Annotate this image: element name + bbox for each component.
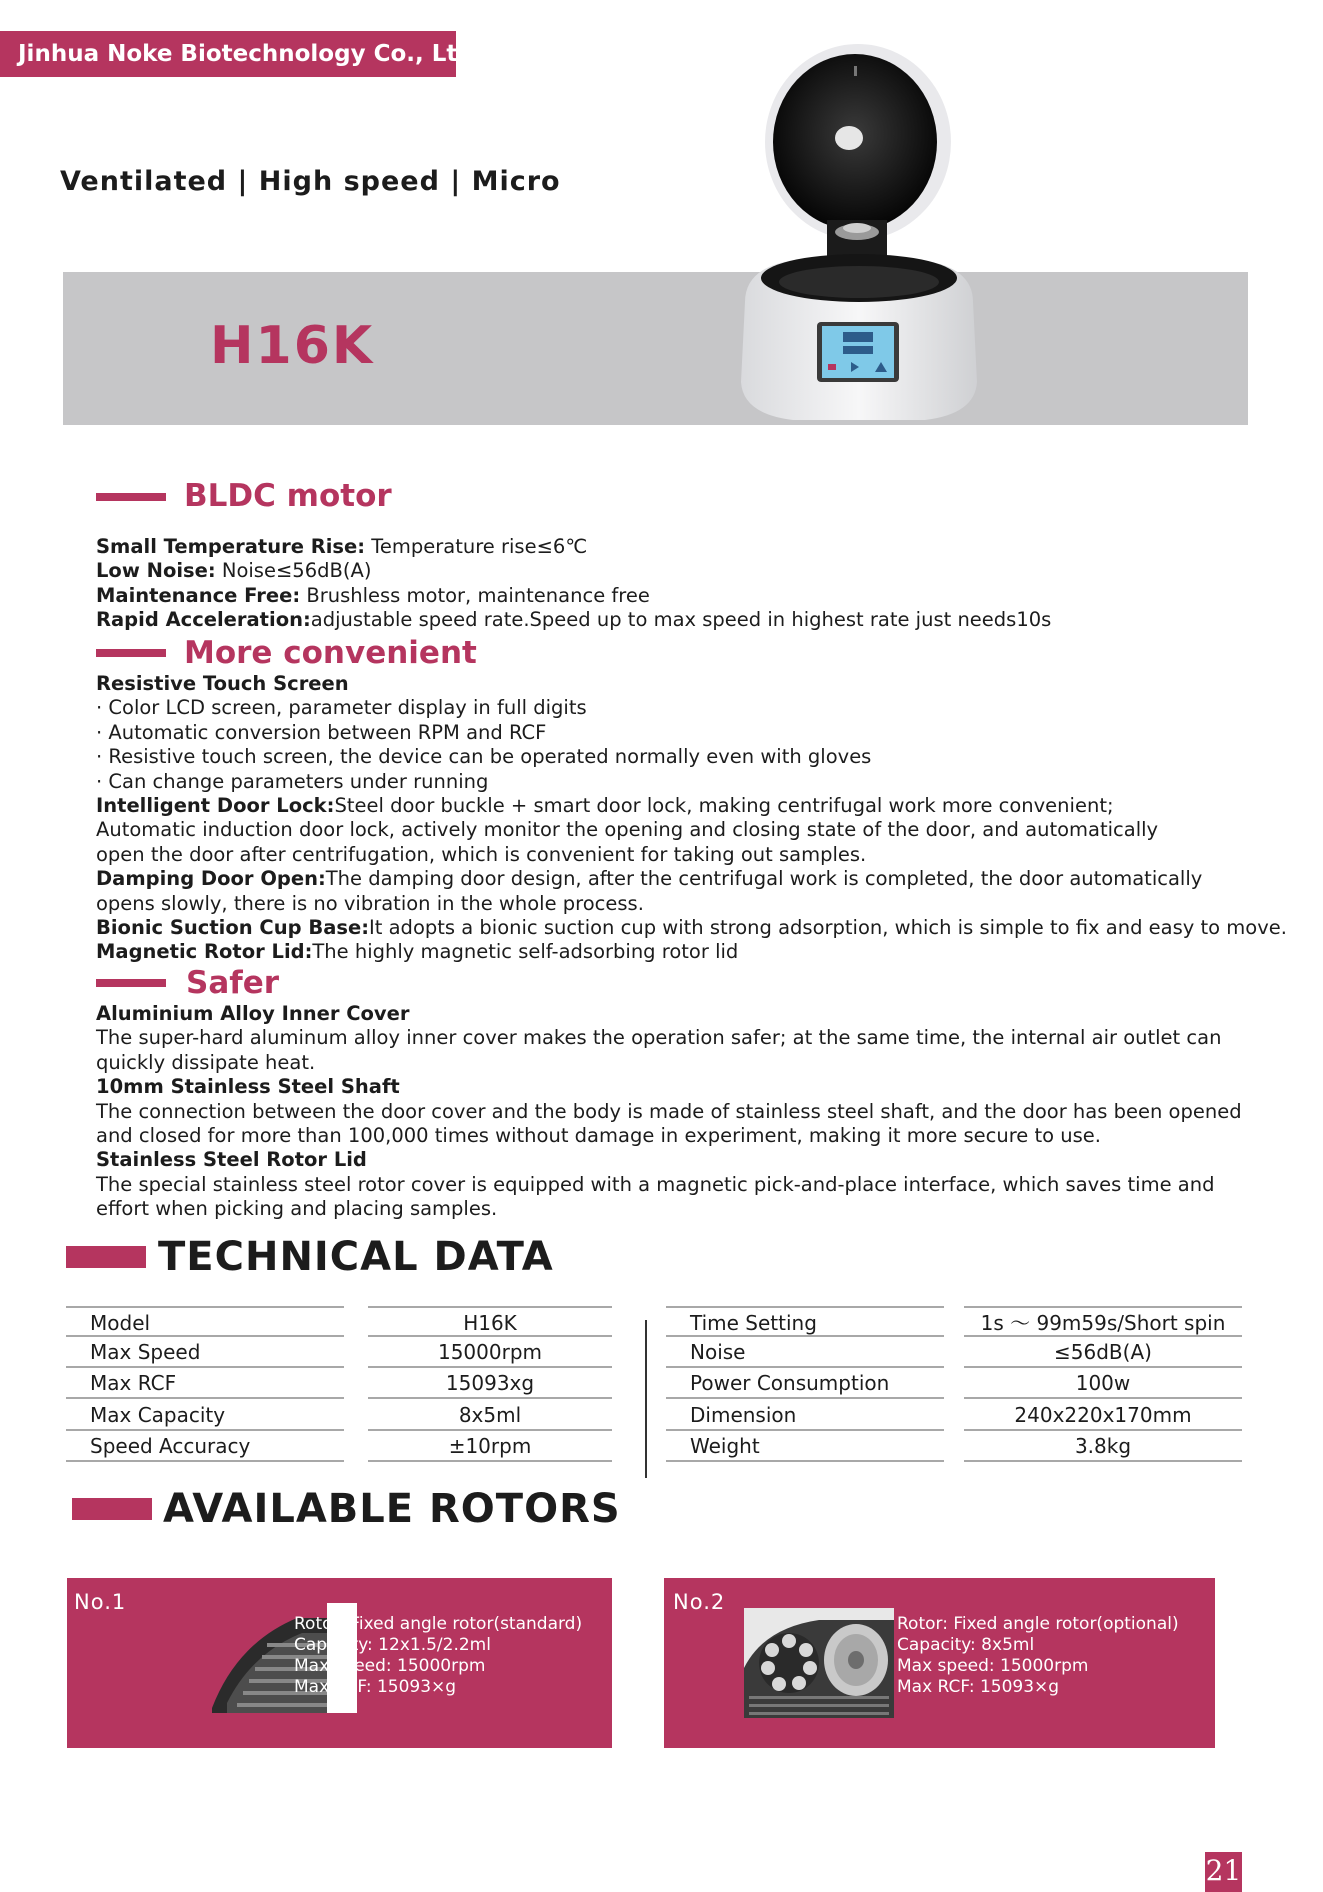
section-title-safer: Safer bbox=[186, 965, 280, 1001]
spec-label: Model bbox=[66, 1306, 344, 1337]
available-rotors-title: AVAILABLE ROTORS bbox=[163, 1486, 621, 1532]
spec-value: ≤56dB(A) bbox=[964, 1337, 1242, 1368]
spec-value: ±10rpm bbox=[368, 1431, 612, 1462]
bullet-item: · Color LCD screen, parameter display in full digits bbox=[96, 696, 587, 720]
spec-value: 100w bbox=[964, 1368, 1242, 1399]
rotor-capacity: Capacity: 12x1.5/2.2ml bbox=[294, 1635, 491, 1655]
bullet-item: · Resistive touch screen, the device can be operated normally even with gloves bbox=[96, 745, 872, 769]
spec-value: 15093xg bbox=[368, 1368, 612, 1399]
rotor-type: Rotor: Fixed angle rotor(optional) bbox=[897, 1614, 1179, 1634]
rotor-specs bbox=[897, 1614, 1179, 1698]
spec-label: Power Consumption bbox=[666, 1368, 944, 1399]
spec-value: 8x5ml bbox=[368, 1400, 612, 1431]
bldc-feature-list bbox=[96, 535, 1296, 633]
spec-value: 15000rpm bbox=[368, 1337, 612, 1368]
spec-label: Max Capacity bbox=[66, 1400, 344, 1431]
spec-label: Max Speed bbox=[66, 1337, 344, 1368]
feature-noise: Low Noise: Noise≤56dB(A) bbox=[96, 559, 372, 583]
section-title-convenient: More convenient bbox=[184, 635, 477, 671]
section-title-bldc: BLDC motor bbox=[184, 478, 392, 514]
spec-label: Time Setting bbox=[666, 1306, 944, 1337]
feature-temperature: Small Temperature Rise: Temperature rise≤6℃ bbox=[96, 535, 588, 558]
spec-label: Noise bbox=[666, 1337, 944, 1368]
safer-heading: 10mm Stainless Steel Shaft bbox=[96, 1075, 400, 1099]
feature-door-lock: Intelligent Door Lock:Steel door buckle + smart door lock, making centrifugal work more convenient; bbox=[96, 794, 1114, 818]
spec-label: Speed Accuracy bbox=[66, 1431, 344, 1462]
safer-feature-list: Aluminium Alloy Inner Cover The super-hard aluminum alloy inner cover makes the operation safer; at the same time, the internal air outlet can quickly dissipate heat. 10mm Stainless Steel Shaft The connection between the door cover and the body is made of stainless steel shaft, and the door has been opened and closed for more than 100,000 times without damage in experiment, making it more secure to use. Stainless Steel Rotor Lid The special stainless steel rotor cover is equipped with a magnetic pick-and-place interface, which saves time and effort when picking and placing samples. bbox=[96, 1002, 1242, 1221]
rotor-type: Rotor: Fixed angle rotor(standard) bbox=[294, 1614, 583, 1634]
bullet-item: · Can change parameters under running bbox=[96, 769, 489, 793]
feature-magnetic: Magnetic Rotor Lid:The highly magnetic self-adsorbing rotor lid bbox=[96, 940, 739, 964]
section-marker bbox=[72, 1498, 152, 1520]
bullet-item: · Automatic conversion between RPM and RCF bbox=[96, 720, 547, 744]
feature-maintenance: Maintenance Free: Brushless motor, maintenance free bbox=[96, 583, 650, 607]
feature-acceleration: Rapid Acceleration:adjustable speed rate.Speed up to max speed in highest rate just needs10s bbox=[96, 608, 1052, 632]
table-divider bbox=[645, 1320, 647, 1478]
spec-label: Dimension bbox=[666, 1400, 944, 1431]
rotor-specs bbox=[294, 1614, 582, 1698]
touch-screen-heading: Resistive Touch Screen bbox=[96, 672, 349, 695]
section-marker bbox=[96, 649, 166, 657]
centrifuge-product-image bbox=[725, 42, 995, 432]
rotor-capacity: Capacity: 8x5ml bbox=[897, 1635, 1035, 1655]
rotor-max-speed: Max speed: 15000rpm bbox=[294, 1656, 486, 1676]
section-marker bbox=[96, 493, 166, 501]
product-tagline: Ventilated | High speed | Micro bbox=[60, 166, 561, 197]
rotor-card-2 bbox=[664, 1578, 1215, 1748]
page-number: 21 bbox=[1205, 1852, 1242, 1892]
spec-label: Max RCF bbox=[66, 1368, 344, 1399]
spec-value: 240x220x170mm bbox=[964, 1400, 1242, 1431]
rotor-max-rcf: Max RCF: 15093×g bbox=[897, 1677, 1060, 1697]
section-marker bbox=[96, 979, 166, 987]
technical-data-title: TECHNICAL DATA bbox=[158, 1234, 554, 1280]
spec-value: 3.8kg bbox=[964, 1431, 1242, 1462]
spec-value: 1s ～ 99m59s/Short spin bbox=[964, 1306, 1242, 1337]
spec-label: Weight bbox=[666, 1431, 944, 1462]
company-name-banner: Jinhua Noke Biotechnology Co., Ltd bbox=[0, 31, 456, 77]
safer-heading: Aluminium Alloy Inner Cover bbox=[96, 1002, 410, 1025]
convenient-feature-list: Resistive Touch Screen · Color LCD screen, parameter display in full digits · Automatic conversion between RPM and RCF · Resistive touch screen, the device can be operated normally even with gloves · Can change parameters under running Intelligent Door Lock:Steel door buckle + smart door lock, making centrifugal work more convenient; Automatic induction door lock, actively monitor the opening and closing state of the door, and automatically open the door after centrifugation, which is convenient for taking out samples. Damping Door Open:The damping door design, after the centrifugal work is completed, the door automatically opens slowly, there is no vibration in the whole process. Bionic Suction Cup Base:It adopts a bionic suction cup with strong adsorption, which is simple to fix and easy to move. Magnetic Rotor Lid:The highly magnetic self-adsorbing rotor lid bbox=[96, 672, 1296, 965]
safer-heading: Stainless Steel Rotor Lid bbox=[96, 1148, 367, 1172]
rotor-card-1 bbox=[67, 1578, 612, 1748]
rotor-max-speed: Max speed: 15000rpm bbox=[897, 1656, 1089, 1676]
section-marker bbox=[66, 1246, 146, 1268]
rotor-max-rcf: Max RCF: 15093×g bbox=[294, 1677, 457, 1697]
rotor-number: No.1 bbox=[74, 1590, 127, 1614]
model-title: H16K bbox=[210, 316, 375, 376]
feature-damping: Damping Door Open:The damping door design, after the centrifugal work is completed, the door automatically bbox=[96, 867, 1203, 891]
feature-bionic: Bionic Suction Cup Base:It adopts a bionic suction cup with strong adsorption, which is simple to fix and easy to move. bbox=[96, 916, 1287, 940]
rotor-image bbox=[744, 1608, 894, 1718]
spec-value: H16K bbox=[368, 1306, 612, 1337]
rotor-number: No.2 bbox=[673, 1590, 726, 1614]
